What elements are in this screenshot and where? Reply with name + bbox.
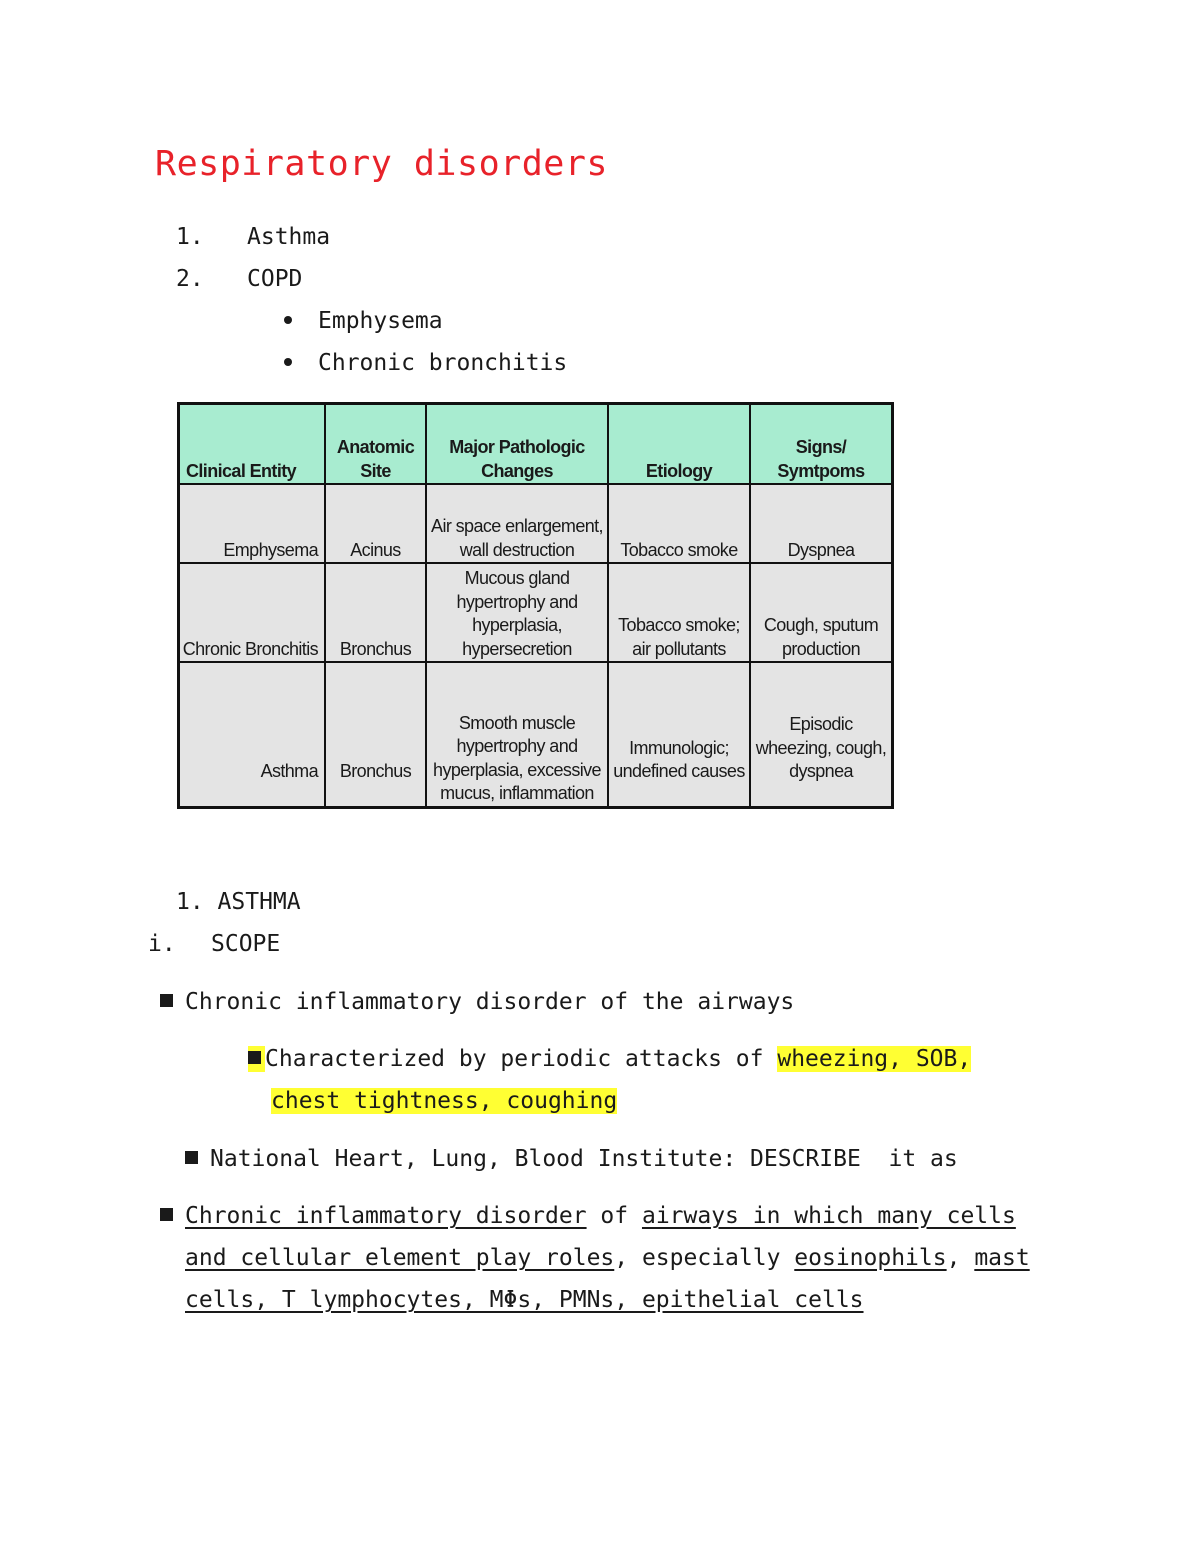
table-cell: Tobacco smoke <box>608 484 750 563</box>
bullet-icon <box>284 316 292 324</box>
table-cell: Tobacco smoke; air pollutants <box>608 563 750 662</box>
list-number: 2. <box>176 266 204 292</box>
highlighted-text: wheezing, SOB, <box>777 1046 972 1072</box>
square-bullet-icon <box>248 1051 261 1064</box>
table-cell: Acinus <box>325 484 426 563</box>
bullet-text: Characterized by periodic attacks of <box>265 1046 778 1072</box>
list-number: 1. <box>176 224 204 250</box>
underlined-text: cells, T lymphocytes, MΦs, PMNs, epithelial cells <box>185 1287 864 1313</box>
header-anatomic-site: Anatomic Site <box>325 404 426 485</box>
subsection-number: i. <box>148 931 176 957</box>
bullet-icon <box>284 358 292 366</box>
table-cell: Air space enlargement, wall destruction <box>426 484 608 563</box>
list-item-label: Asthma <box>247 224 331 250</box>
disorders-table <box>177 402 894 809</box>
table-cell: Episodic wheezing, cough, dyspnea <box>750 662 893 807</box>
header-etiology: Etiology <box>608 404 750 485</box>
underlined-text: airways in which many cells <box>641 1203 1016 1229</box>
section-heading: 1. ASTHMA <box>176 889 301 915</box>
list-item-label: COPD <box>247 266 303 292</box>
bullet-text: Chronic inflammatory disorder of the airways <box>185 989 795 1015</box>
table-cell: Asthma <box>179 662 326 807</box>
subsection-heading <box>148 931 280 957</box>
table-cell: Cough, sputum production <box>750 563 893 662</box>
bullet-item <box>160 1195 1030 1321</box>
bullet-text: of <box>586 1203 642 1229</box>
highlight-mark <box>248 1046 265 1072</box>
sub-item-emphysema <box>284 308 443 334</box>
table-cell: Bronchus <box>325 563 426 662</box>
underlined-text: Chronic inflammatory disorder <box>185 1203 587 1229</box>
header-pathologic-changes: Major Pathologic Changes <box>426 404 608 485</box>
square-bullet-icon <box>160 1208 173 1221</box>
table-cell: Dyspnea <box>750 484 893 563</box>
sub-item-label: Chronic bronchitis <box>318 350 568 376</box>
table-row <box>179 484 893 563</box>
underlined-text: mast <box>974 1245 1030 1271</box>
list-item-asthma <box>176 224 330 250</box>
table-cell: Smooth muscle hypertrophy and hyperplasia, excessive mucus, inflammation <box>426 662 608 807</box>
bullet-text: , especially <box>614 1245 795 1271</box>
highlighted-text: chest tightness, coughing <box>271 1088 618 1114</box>
page-title: Respiratory disorders <box>155 144 609 184</box>
list-item-copd <box>176 266 302 292</box>
table-row <box>179 662 893 807</box>
table-cell: Bronchus <box>325 662 426 807</box>
square-bullet-icon <box>185 1151 198 1164</box>
bullet-item <box>248 1038 971 1122</box>
header-signs-symptoms: Signs/ Symtpoms <box>750 404 893 485</box>
bullet-item <box>185 1138 958 1180</box>
table-cell: Immunologic; undefined causes <box>608 662 750 807</box>
header-clinical-entity: Clinical Entity <box>179 404 326 485</box>
table-cell: Emphysema <box>179 484 326 563</box>
sub-item-chronic-bronchitis <box>284 350 567 376</box>
table-cell: Mucous gland hypertrophy and hyperplasia, hypersecretion <box>426 563 608 662</box>
sub-item-label: Emphysema <box>318 308 443 334</box>
subsection-label: SCOPE <box>211 931 281 957</box>
underlined-text: eosinophils <box>794 1245 947 1271</box>
bullet-item <box>160 981 794 1023</box>
table-header-row <box>179 404 893 485</box>
table-row <box>179 563 893 662</box>
table-cell: Chronic Bronchitis <box>179 563 326 662</box>
underlined-text: and cellular element play roles <box>185 1245 615 1271</box>
square-bullet-icon <box>160 994 173 1007</box>
bullet-text: , <box>946 1245 975 1271</box>
bullet-text: National Heart, Lung, Blood Institute: DESCRIBE it as <box>210 1146 958 1172</box>
